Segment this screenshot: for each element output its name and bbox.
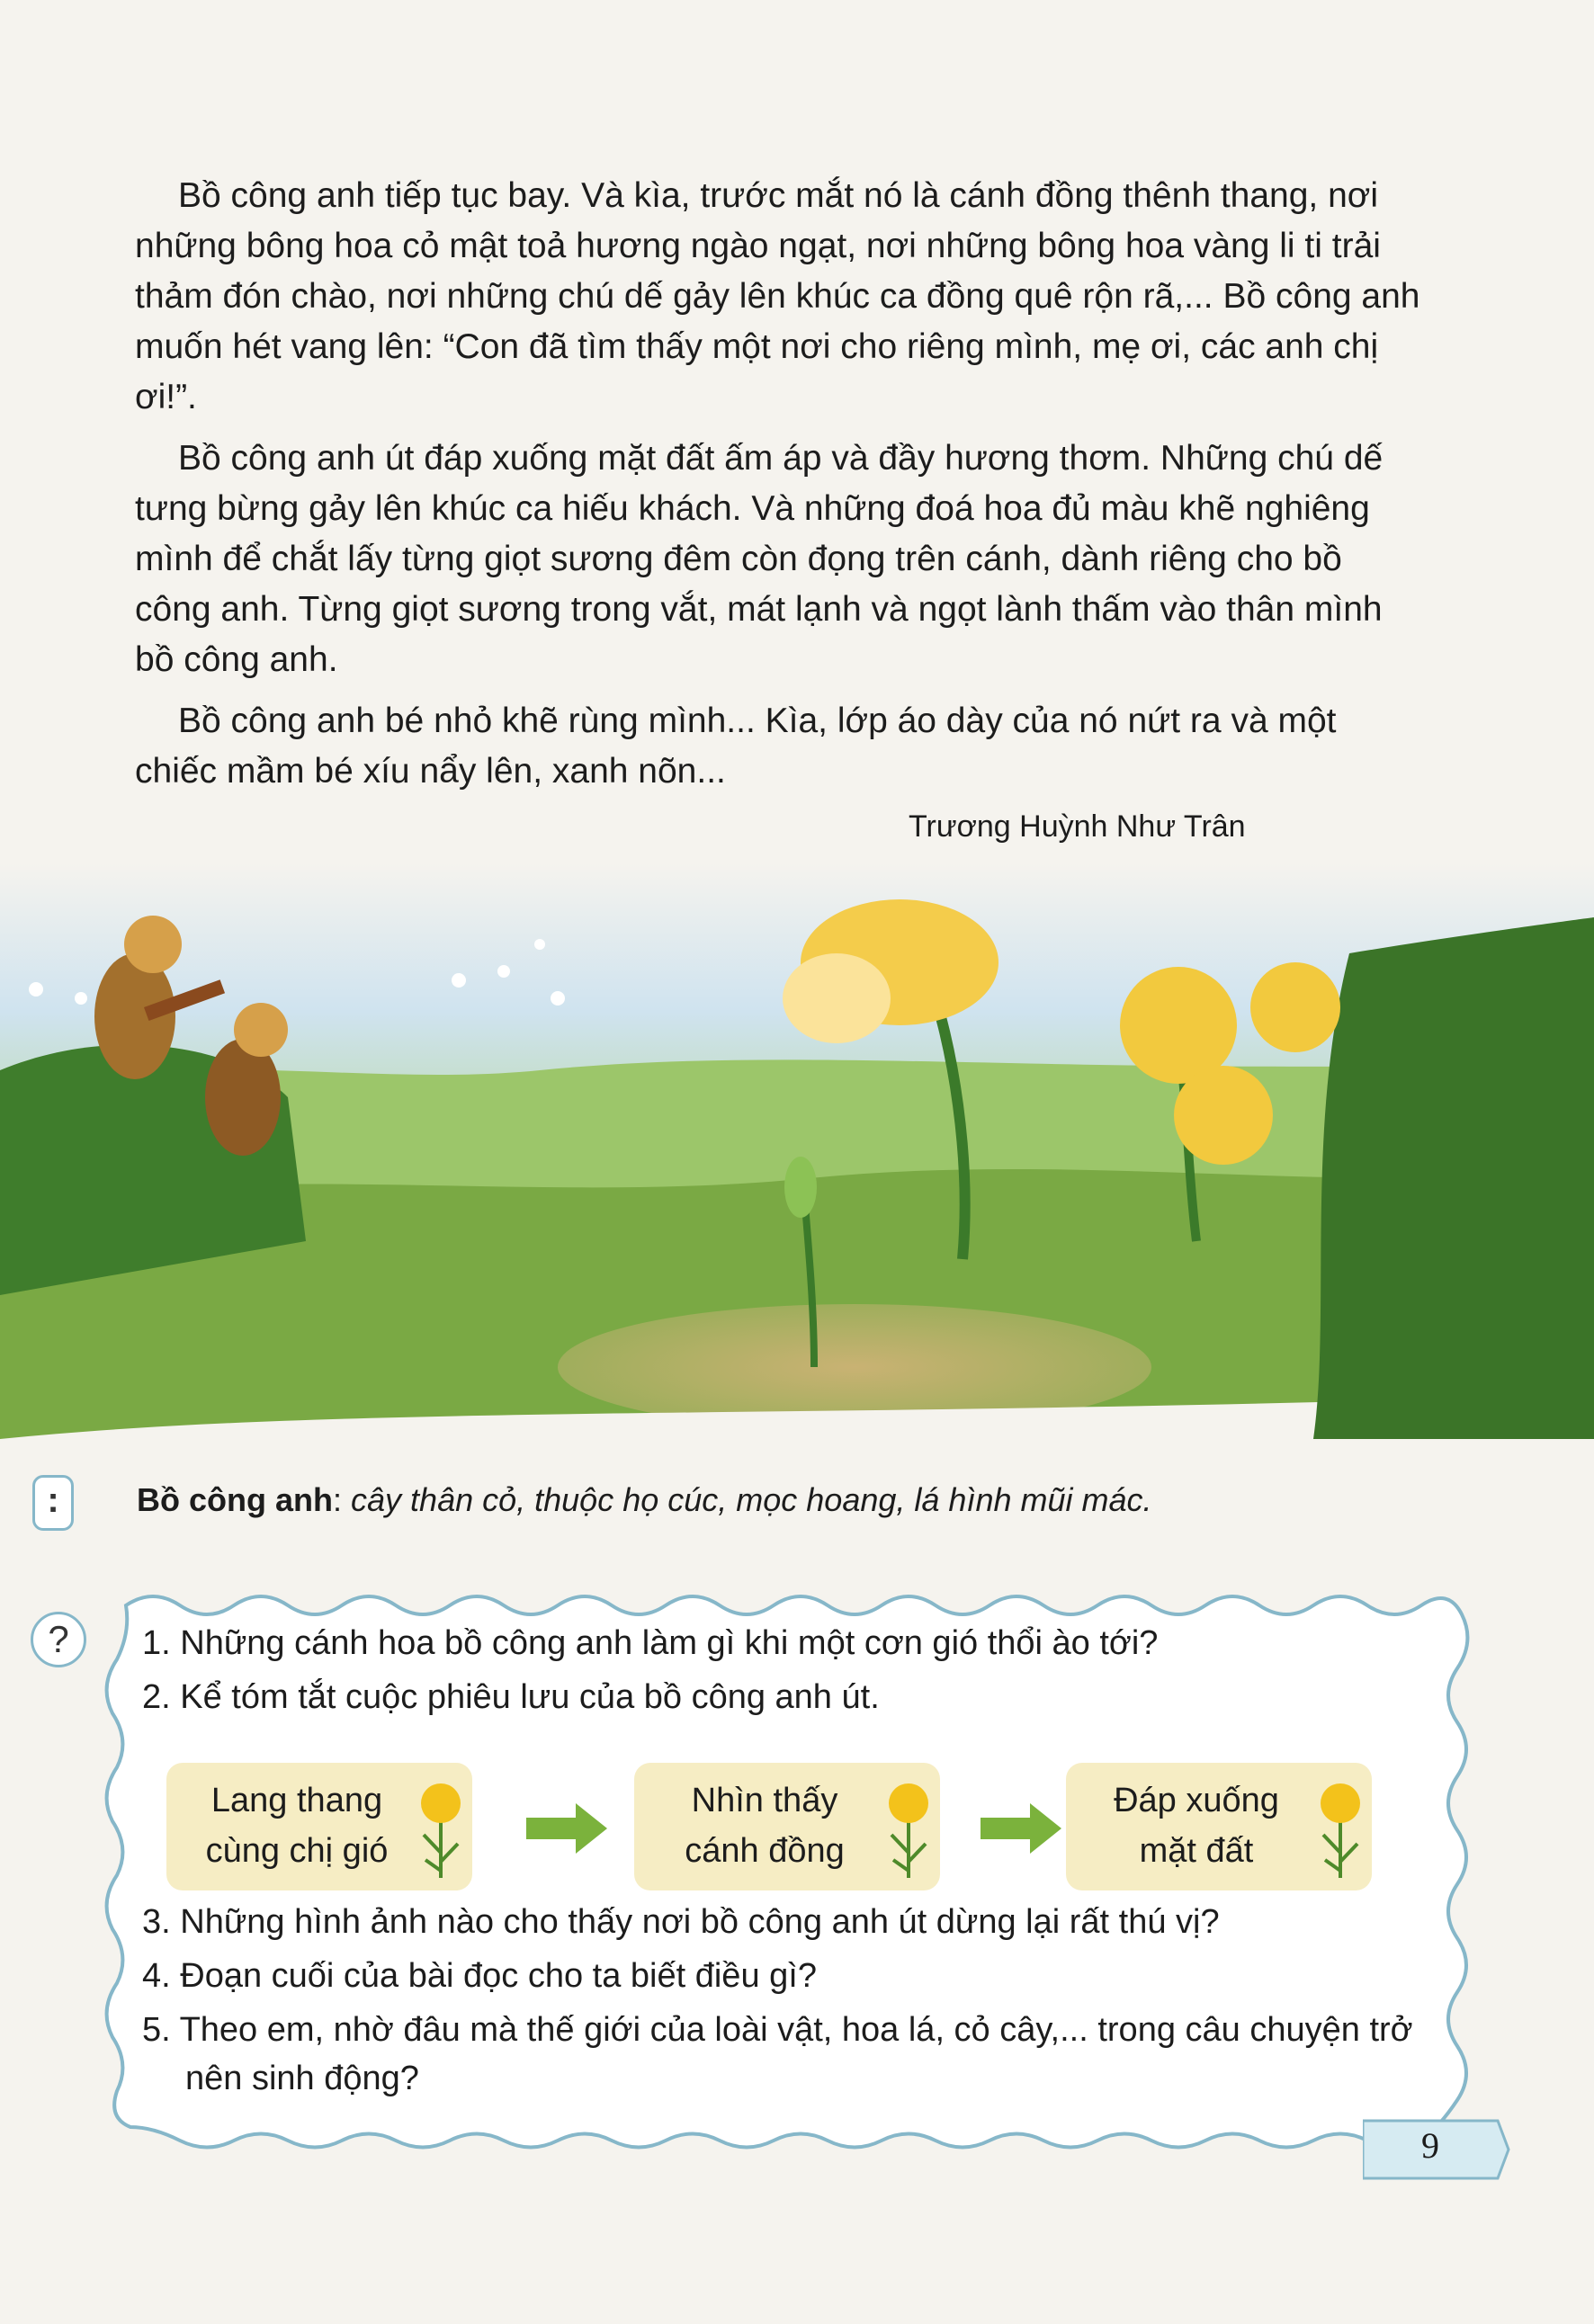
question-1: 1. Những cánh hoa bồ công anh làm gì khi một cơn gió thổi ào tới?	[142, 1624, 1159, 1662]
question-2: 2. Kể tóm tắt cuộc phiêu lưu của bồ công anh út.	[142, 1678, 880, 1716]
flow-step-2-line2: cánh đồng	[685, 1832, 845, 1870]
adventure-flow-diagram	[166, 1763, 1381, 1898]
story-paragraph-2: Bồ công anh út đáp xuống mặt đất ấm áp và đầy hương thơm. Những chú dế tưng bừng gảy lên khúc ca hiếu khách. Và những đoá hoa đủ màu khẽ nghiêng mình để chắt lấy từng giọt sương đêm còn đọng trên cánh, dành riêng cho bồ công anh. Từng giọt sương trong vắt, mát lạnh và ngọt lành thấm vào thân mình bồ công anh.	[135, 439, 1384, 679]
flow-step-1-line2: cùng chị gió	[205, 1832, 389, 1870]
page-number-tab	[1363, 2114, 1511, 2185]
question-5: 5. Theo em, nhờ đâu mà thế giới của loài vật, hoa lá, cỏ cây,... trong câu chuyện trở nên sinh động?	[142, 2011, 1413, 2097]
story-paragraph-1: Bồ công anh tiếp tục bay. Và kìa, trước mắt nó là cánh đồng thênh thang, nơi những bông hoa cỏ mật toả hương ngào ngạt, nơi những bông hoa vàng li ti trải thảm đón chào, nơi những chú dế gảy lên khúc ca đồng quê rộn rã,... Bồ công anh muốn hét vang lên: “Con đã tìm thấy một nơi cho riêng mình, mẹ ơi, các anh chị ơi!”.	[135, 176, 1420, 416]
dandelion-icon	[1314, 1781, 1366, 1880]
question-3: 3. Những hình ảnh nào cho thấy nơi bồ công anh út dừng lại rất thú vị?	[142, 1903, 1220, 1941]
glossary-separator: :	[333, 1481, 352, 1518]
glossary-entry	[137, 1478, 1152, 1523]
flow-step-3-line1: Đáp xuống	[1114, 1782, 1279, 1819]
glossary-icon: :	[32, 1475, 74, 1531]
arrow-right-icon	[526, 1803, 607, 1854]
page-number: 9	[1421, 2125, 1439, 2166]
flow-step-2-line1: Nhìn thấy	[691, 1782, 838, 1819]
story-text	[135, 171, 1421, 808]
flow-step-1-line1: Lang thang	[210, 1782, 383, 1819]
dandelion-icon	[882, 1781, 935, 1880]
dandelion-icon	[415, 1781, 467, 1880]
question-4: 4. Đoạn cuối của bài đọc cho ta biết điều gì?	[142, 1957, 817, 1995]
story-author: Trương Huỳnh Như Trân	[909, 809, 1246, 844]
arrow-right-icon	[981, 1803, 1061, 1854]
meadow-illustration	[0, 863, 1594, 1457]
glossary-term: Bồ công anh	[137, 1481, 333, 1518]
glossary-definition: cây thân cỏ, thuộc họ cúc, mọc hoang, lá hình mũi mác.	[351, 1481, 1152, 1518]
flow-step-3-line2: mặt đất	[1139, 1832, 1254, 1870]
story-paragraph-3: Bồ công anh bé nhỏ khẽ rùng mình... Kìa, lớp áo dày của nó nứt ra và một chiếc mầm bé xíu nẩy lên, xanh nõn...	[135, 702, 1337, 791]
question-icon: ?	[31, 1612, 86, 1667]
